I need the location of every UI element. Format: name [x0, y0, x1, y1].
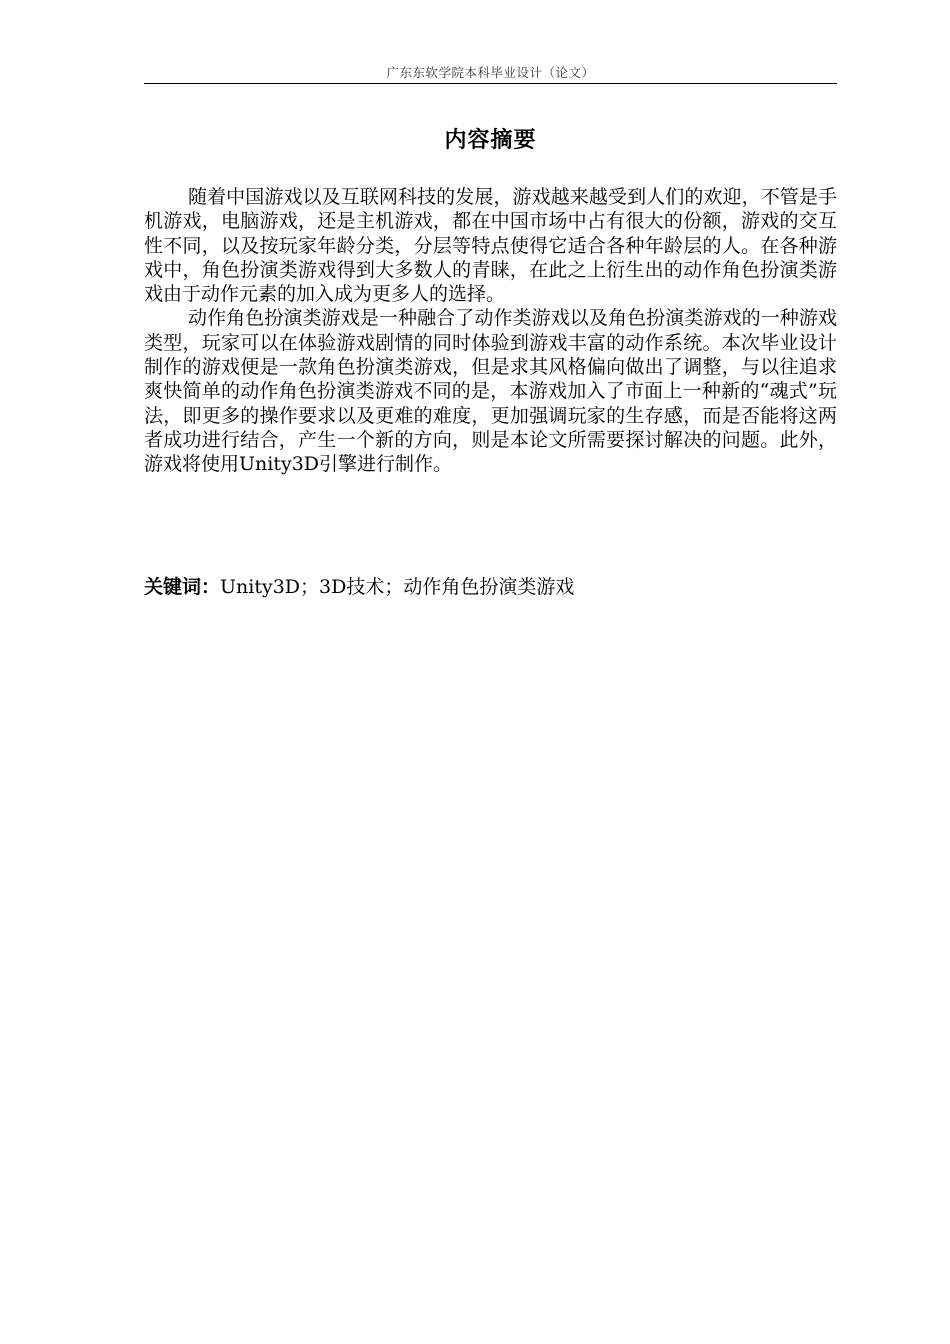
keywords-label: 关键词：: [144, 576, 221, 598]
keywords-value: Unity3D；3D技术；动作角色扮演类游戏: [220, 576, 575, 598]
abstract-paragraph-1: 随着中国游戏以及互联网科技的发展，游戏越来越受到人们的欢迎，不管是手机游戏，电脑游戏，还是主机游戏，都在中国市场中占有很大的份额，游戏的交互性不同，以及按玩家年龄分类，分层等特点使得它适合各种年龄层的人。在各种游戏中，角色扮演类游戏得到大多数人的青睐，在此之上衍生出的动作角色扮演类游戏由于动作元素的加入成为更多人的选择。: [144, 186, 837, 306]
abstract-title: 内容摘要: [444, 128, 537, 153]
abstract-paragraph-2: 动作角色扮演类游戏是一种融合了动作类游戏以及角色扮演类游戏的一种游戏类型，玩家可以在体验游戏剧情的同时体验到游戏丰富的动作系统。本次毕业设计制作的游戏便是一款角色扮演类游戏，但是求其风格偏向做出了调整，与以往追求爽快简单的动作角色扮演类游戏不同的是，本游戏加入了市面上一种新的“魂式”玩法，即更多的操作要求以及更难的难度，更加强调玩家的生存感，而是否能将这两者成功进行结合，产生一个新的方向，则是本论文所需要探讨解决的问题。此外，游戏将使用Unity3D引擎进行制作。: [144, 307, 837, 476]
abstract-body: [144, 185, 837, 477]
running-header: 广东东软学院本科毕业设计（论文）: [144, 64, 837, 84]
keywords-line: [144, 574, 837, 600]
